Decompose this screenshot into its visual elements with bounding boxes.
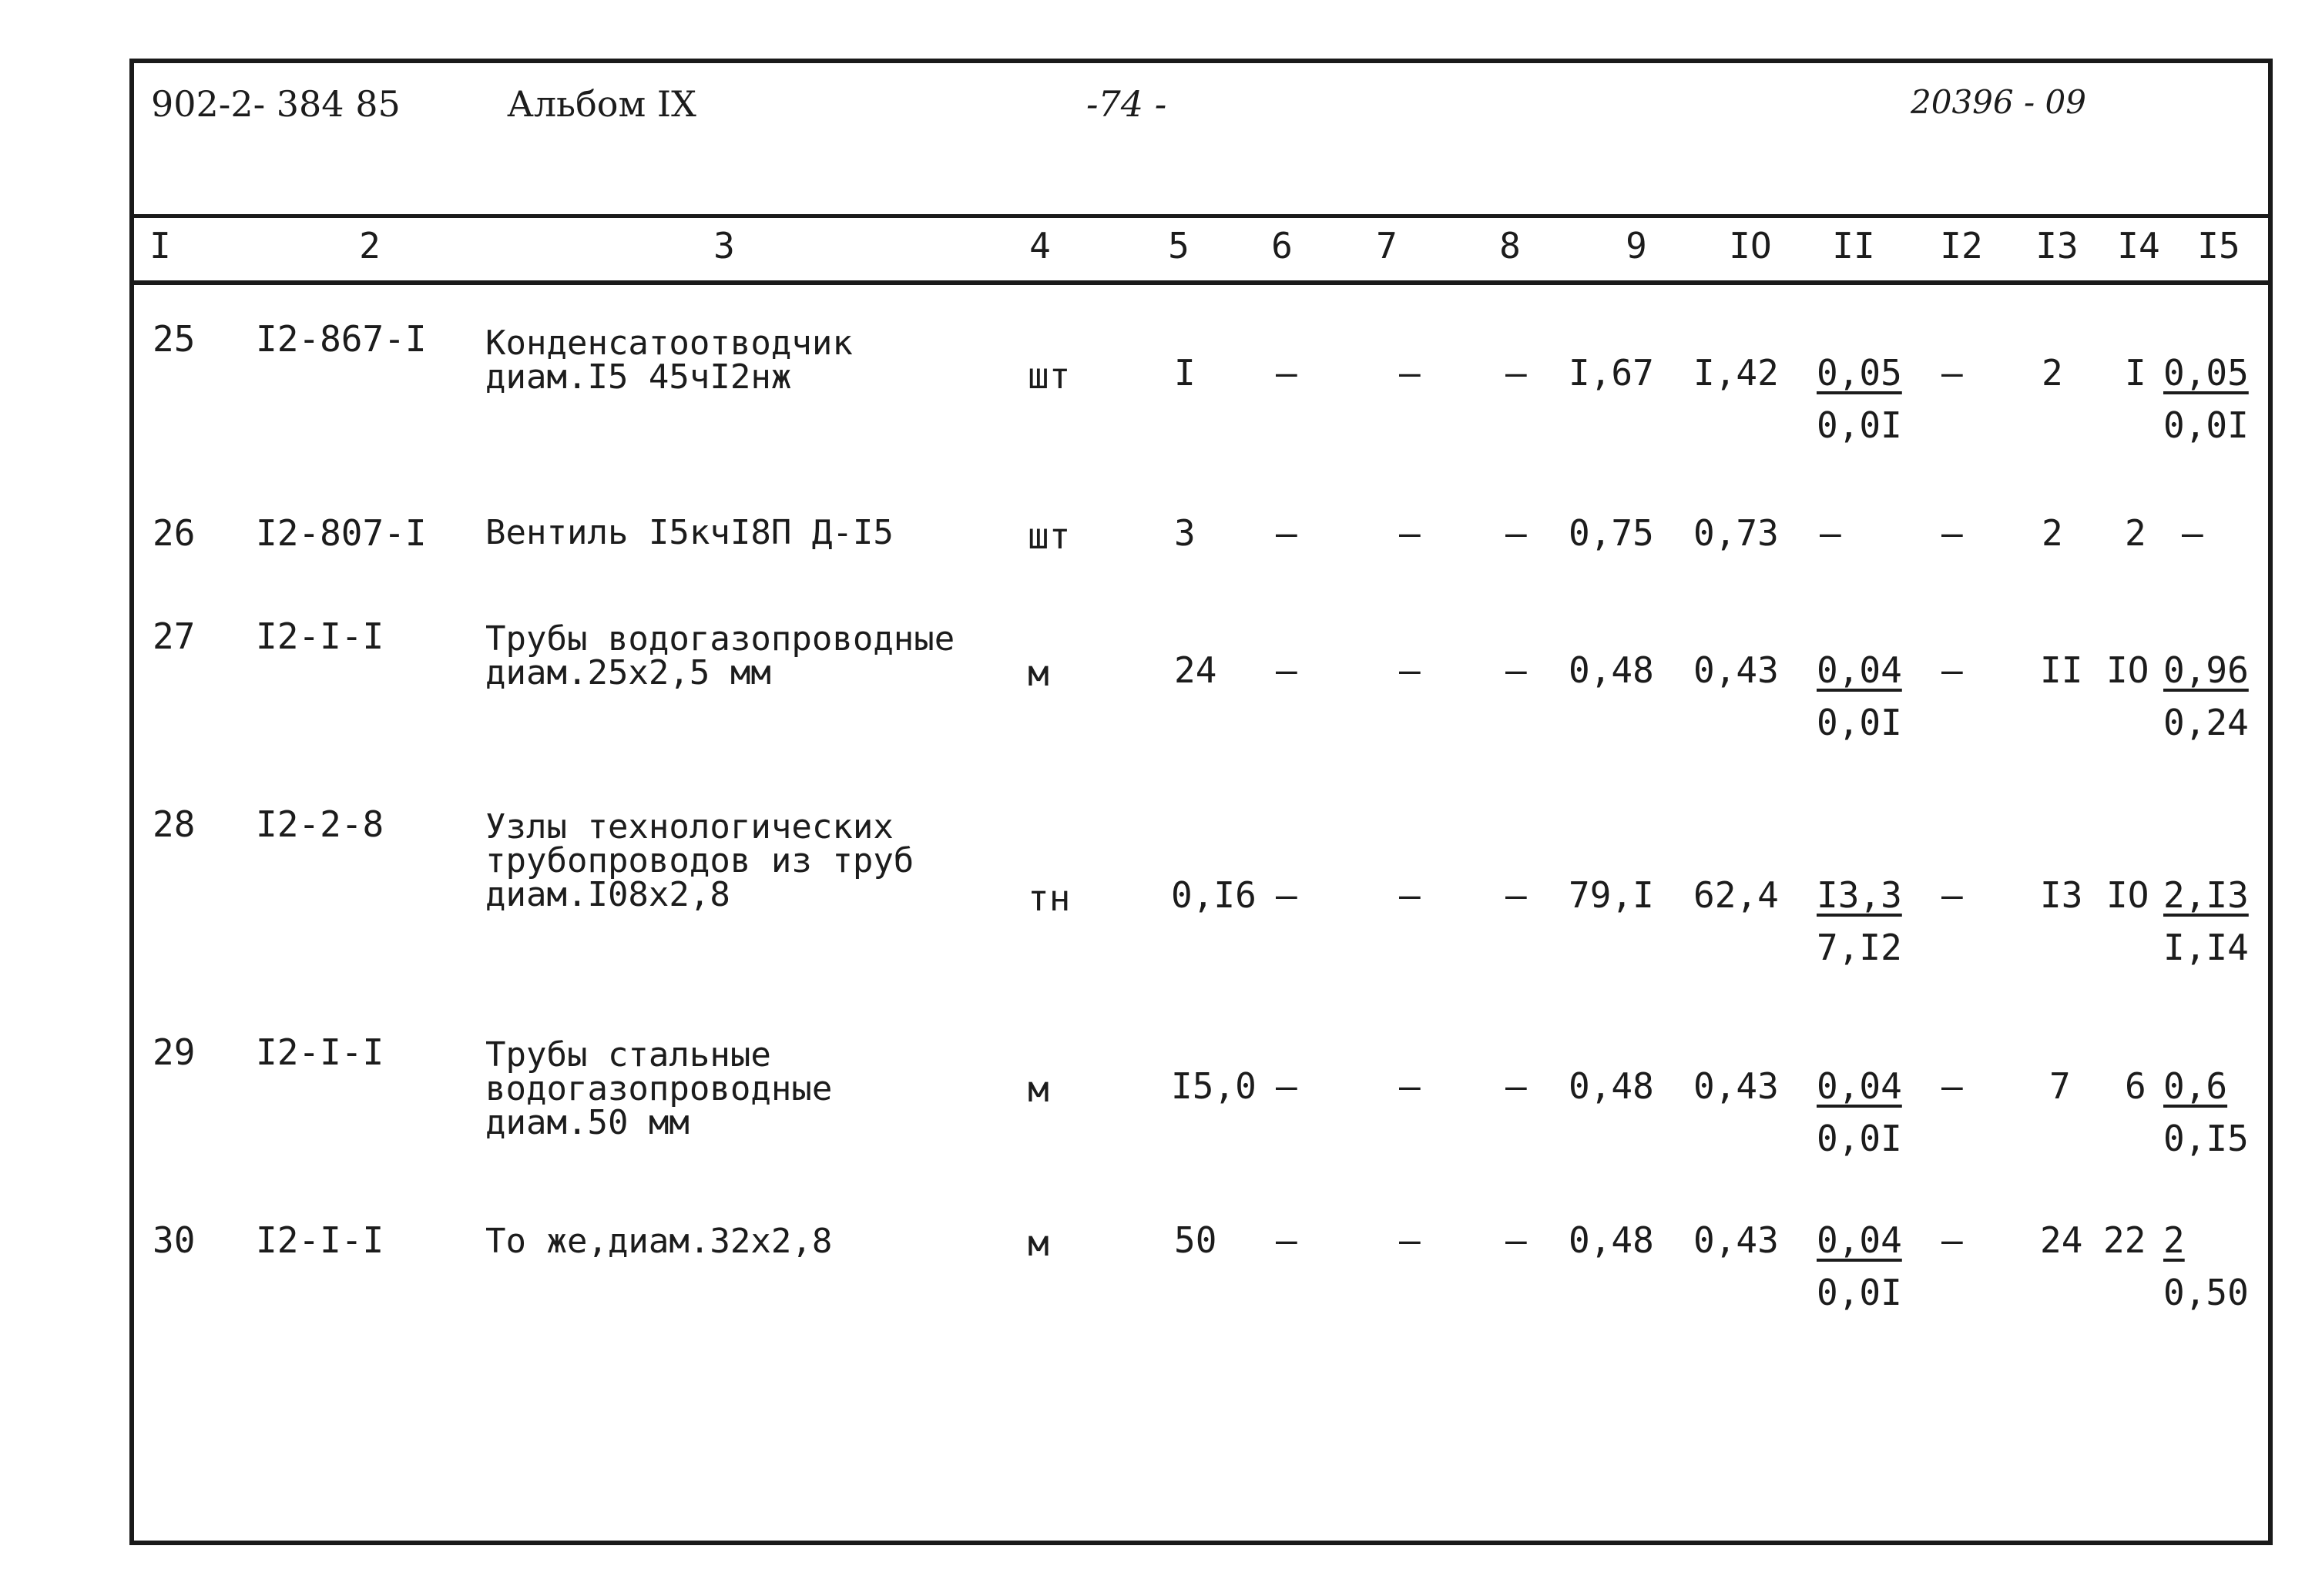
doc-code: 902-2- 384 85 bbox=[151, 83, 401, 125]
col-header-9: 9 bbox=[1626, 225, 1647, 267]
col15-top: 0,6 bbox=[2163, 1065, 2228, 1107]
unit: шт bbox=[1028, 355, 1071, 397]
col-header-2: 2 bbox=[359, 225, 381, 267]
col6-value: – bbox=[1276, 649, 1297, 691]
header-rule-top bbox=[134, 214, 2268, 218]
col10-value: 62,4 bbox=[1693, 874, 1779, 916]
quantity: I bbox=[1174, 352, 1196, 394]
col8-value: – bbox=[1505, 874, 1527, 916]
col13-value: I3 bbox=[2040, 874, 2083, 916]
col11-top: 0,04 bbox=[1817, 1219, 1902, 1261]
col13-value: 2 bbox=[2042, 352, 2063, 394]
col7-value: – bbox=[1399, 512, 1421, 554]
unit: м bbox=[1028, 1222, 1049, 1264]
col14-value: 22 bbox=[2103, 1219, 2146, 1261]
col12-value: – bbox=[1941, 874, 1963, 916]
col8-value: – bbox=[1505, 1065, 1527, 1107]
col15-top: – bbox=[2182, 512, 2203, 554]
item-name: Трубы стальные водогазопроводные диам.50 мм bbox=[485, 1035, 833, 1142]
quantity: I5,0 bbox=[1171, 1065, 1257, 1107]
item-name: Трубы водогазопроводные диам.25х2,5 мм bbox=[485, 619, 955, 692]
col12-value: – bbox=[1941, 649, 1963, 691]
col-header-13: I3 bbox=[2035, 225, 2079, 267]
col12-value: – bbox=[1941, 352, 1963, 394]
col12-value: – bbox=[1941, 1065, 1963, 1107]
col8-value: – bbox=[1505, 649, 1527, 691]
col6-value: – bbox=[1276, 352, 1297, 394]
col6-value: – bbox=[1276, 512, 1297, 554]
col9-value: 0,48 bbox=[1569, 649, 1654, 691]
col11-bottom: 0,0I bbox=[1817, 1272, 1902, 1313]
col11-top: 0,05 bbox=[1817, 352, 1902, 394]
col6-value: – bbox=[1276, 874, 1297, 916]
col7-value: – bbox=[1399, 352, 1421, 394]
row-number: 27 bbox=[153, 615, 196, 657]
col-header-7: 7 bbox=[1376, 225, 1398, 267]
col11-top: 0,04 bbox=[1817, 1065, 1902, 1107]
row-number: 25 bbox=[153, 318, 196, 360]
col-header-14: I4 bbox=[2117, 225, 2160, 267]
col7-value: – bbox=[1399, 1219, 1421, 1261]
col6-value: – bbox=[1276, 1219, 1297, 1261]
col15-bottom: 0,50 bbox=[2163, 1272, 2249, 1313]
col-header-6: 6 bbox=[1271, 225, 1293, 267]
col15-top: 0,05 bbox=[2163, 352, 2249, 394]
page-number: -74 - bbox=[1086, 83, 1167, 125]
col-header-10: IO bbox=[1729, 225, 1772, 267]
col11-top: I3,3 bbox=[1817, 874, 1902, 916]
col10-value: 0,43 bbox=[1693, 1065, 1779, 1107]
col-header-11: II bbox=[1832, 225, 1875, 267]
col8-value: – bbox=[1505, 512, 1527, 554]
col14-value: 6 bbox=[2125, 1065, 2146, 1107]
col6-value: – bbox=[1276, 1065, 1297, 1107]
col15-bottom: 0,24 bbox=[2163, 702, 2249, 743]
row-number: 28 bbox=[153, 803, 196, 845]
col14-value: IO bbox=[2106, 649, 2149, 691]
quantity: 50 bbox=[1174, 1219, 1217, 1261]
header-rule-bottom bbox=[134, 280, 2268, 285]
col9-value: I,67 bbox=[1569, 352, 1654, 394]
col14-value: IO bbox=[2106, 874, 2149, 916]
col9-value: 0,48 bbox=[1569, 1065, 1654, 1107]
col-header-1: I bbox=[149, 225, 171, 267]
norm-code: I2-867-I bbox=[256, 318, 427, 360]
quantity: 0,I6 bbox=[1171, 874, 1257, 916]
col12-value: – bbox=[1941, 512, 1963, 554]
col11-bottom: 7,I2 bbox=[1817, 927, 1902, 968]
col15-bottom: 0,0I bbox=[2163, 404, 2249, 446]
col11-bottom: 0,0I bbox=[1817, 702, 1902, 743]
norm-code: I2-I-I bbox=[256, 615, 384, 657]
inventory-number: 20396 - 09 bbox=[1911, 83, 2086, 121]
col13-value: 2 bbox=[2042, 512, 2063, 554]
col15-bottom: I,I4 bbox=[2163, 927, 2249, 968]
col9-value: 0,75 bbox=[1569, 512, 1654, 554]
col15-top: 2,I3 bbox=[2163, 874, 2249, 916]
unit: тн bbox=[1028, 877, 1071, 919]
row-number: 26 bbox=[153, 512, 196, 554]
col10-value: 0,43 bbox=[1693, 649, 1779, 691]
col-header-15: I5 bbox=[2197, 225, 2240, 267]
col-header-3: 3 bbox=[713, 225, 735, 267]
norm-code: I2-I-I bbox=[256, 1031, 384, 1073]
col9-value: 0,48 bbox=[1569, 1219, 1654, 1261]
unit: м bbox=[1028, 1068, 1049, 1110]
col8-value: – bbox=[1505, 1219, 1527, 1261]
col10-value: 0,43 bbox=[1693, 1219, 1779, 1261]
norm-code: I2-I-I bbox=[256, 1219, 384, 1261]
item-name: Вентиль I5кчI8П Д-I5 bbox=[485, 513, 894, 552]
col13-value: 24 bbox=[2040, 1219, 2083, 1261]
col15-bottom: 0,I5 bbox=[2163, 1118, 2249, 1159]
norm-code: I2-807-I bbox=[256, 512, 427, 554]
col14-value: I bbox=[2125, 352, 2146, 394]
col7-value: – bbox=[1399, 1065, 1421, 1107]
album-label: Альбом IX bbox=[507, 83, 696, 125]
item-name: Конденсатоотводчик диам.I5 45чI2нж bbox=[485, 324, 853, 397]
col14-value: 2 bbox=[2125, 512, 2146, 554]
item-name: То же,диам.32х2,8 bbox=[485, 1222, 833, 1261]
quantity: 24 bbox=[1174, 649, 1217, 691]
item-name: Узлы технологических трубопроводов из труб диам.I08х2,8 bbox=[485, 807, 914, 914]
col15-top: 2 bbox=[2163, 1219, 2185, 1261]
col15-top: 0,96 bbox=[2163, 649, 2249, 691]
col-header-4: 4 bbox=[1029, 225, 1051, 267]
col10-value: 0,73 bbox=[1693, 512, 1779, 554]
col11-bottom: 0,0I bbox=[1817, 1118, 1902, 1159]
unit: м bbox=[1028, 652, 1049, 694]
col13-value: 7 bbox=[2049, 1065, 2071, 1107]
col11-top: – bbox=[1820, 512, 1841, 554]
col11-top: 0,04 bbox=[1817, 649, 1902, 691]
unit: шт bbox=[1028, 515, 1071, 557]
col7-value: – bbox=[1399, 649, 1421, 691]
col8-value: – bbox=[1505, 352, 1527, 394]
row-number: 29 bbox=[153, 1031, 196, 1073]
col11-bottom: 0,0I bbox=[1817, 404, 1902, 446]
col-header-8: 8 bbox=[1499, 225, 1521, 267]
quantity: 3 bbox=[1174, 512, 1196, 554]
col9-value: 79,I bbox=[1569, 874, 1654, 916]
col13-value: II bbox=[2040, 649, 2083, 691]
col7-value: – bbox=[1399, 874, 1421, 916]
col-header-12: I2 bbox=[1940, 225, 1983, 267]
col-header-5: 5 bbox=[1168, 225, 1190, 267]
row-number: 30 bbox=[153, 1219, 196, 1261]
col10-value: I,42 bbox=[1693, 352, 1779, 394]
norm-code: I2-2-8 bbox=[256, 803, 384, 845]
col12-value: – bbox=[1941, 1219, 1963, 1261]
